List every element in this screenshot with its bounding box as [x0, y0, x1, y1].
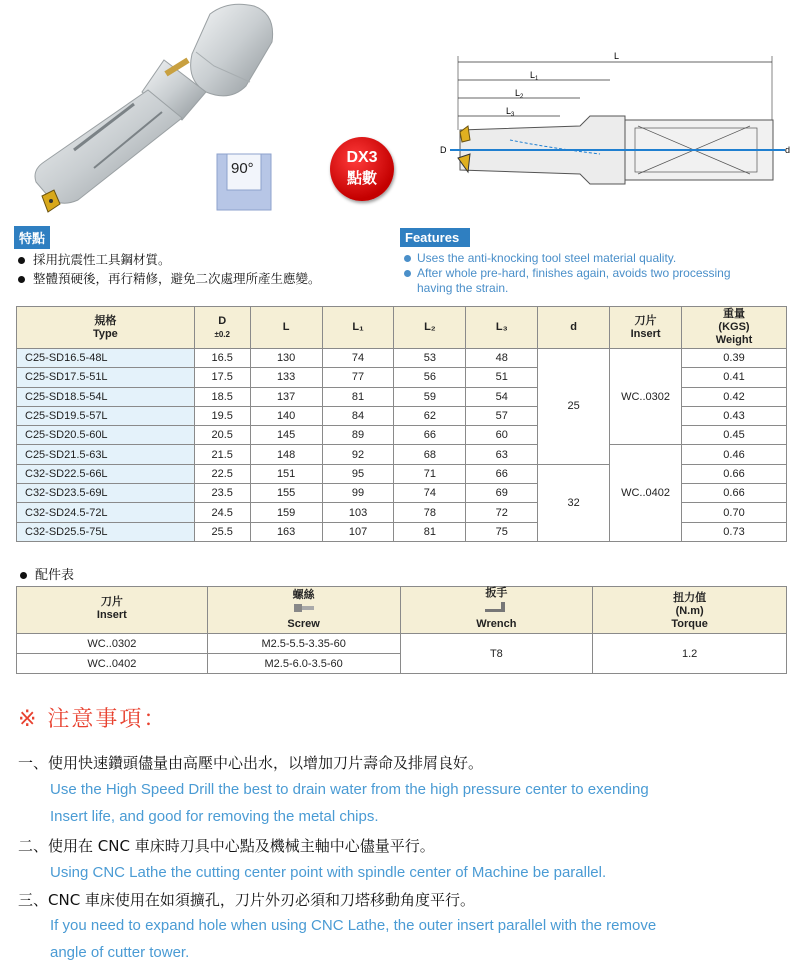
table-cell: 18.5	[194, 387, 250, 406]
table-cell: 57	[466, 406, 538, 425]
dx3-label: DX3	[346, 149, 378, 166]
table-cell: 60	[466, 426, 538, 445]
table-cell: C32-SD24.5-72L	[17, 503, 195, 522]
table-cell: 21.5	[194, 445, 250, 464]
table-row	[17, 349, 787, 368]
table-cell: 77	[322, 368, 394, 387]
table-cell: 0.73	[682, 522, 787, 541]
table-cell: 95	[322, 464, 394, 483]
table-cell: 24.5	[194, 503, 250, 522]
col-L2: L₂	[394, 307, 466, 349]
note-2-zh: 二、使用在 CNC 車床時刀具中心點及機械主軸中心儘量平行。	[18, 837, 435, 855]
table-cell: M2.5-5.5-3.35-60	[207, 634, 400, 654]
table-cell: 25.5	[194, 522, 250, 541]
table-header-row	[17, 307, 787, 349]
feature-en-2-cont: having the strain.	[417, 281, 509, 295]
table-cell: 99	[322, 484, 394, 503]
accessories-title: 配件表	[20, 564, 74, 583]
col-L1: L₁	[322, 307, 394, 349]
col-weight: 重量 (KGS) Weight	[682, 307, 787, 349]
table-cell: 0.41	[682, 368, 787, 387]
table-cell: 84	[322, 406, 394, 425]
table-cell: 137	[250, 387, 322, 406]
table-row	[17, 445, 787, 464]
feature-zh-1: 採用抗震性工具鋼材質。	[18, 250, 171, 268]
table-cell: C25-SD20.5-60L	[17, 426, 195, 445]
table-cell: 81	[322, 387, 394, 406]
insert-group-0402: WC..0402	[610, 445, 682, 541]
table-cell: 59	[394, 387, 466, 406]
table-cell: 19.5	[194, 406, 250, 425]
col-type: 規格 Type	[17, 307, 195, 349]
insert-group-0302: WC..0302	[610, 349, 682, 445]
table-cell: 54	[466, 387, 538, 406]
table-cell: 92	[322, 445, 394, 464]
d-group-32: 32	[538, 464, 610, 541]
table-row	[17, 634, 787, 654]
features-en-tag: Features	[400, 228, 470, 247]
table-cell: 0.70	[682, 503, 787, 522]
bullet-icon	[404, 255, 411, 262]
table-cell: 155	[250, 484, 322, 503]
bullet-icon	[18, 276, 25, 283]
table-cell: 66	[394, 426, 466, 445]
table-cell: 66	[466, 464, 538, 483]
dx3-points-badge	[330, 137, 394, 201]
table-cell: C32-SD25.5-75L	[17, 522, 195, 541]
screw-icon	[292, 602, 316, 614]
bullet-icon	[18, 257, 25, 264]
feature-en-2: After whole pre-hard, finishes again, avoids two processing	[404, 266, 731, 281]
table-cell: 0.43	[682, 406, 787, 425]
note-1-en: Use the High Speed Drill the best to drain water from the high pressure center to exending Insert life, and good for removing the metal chips.	[50, 781, 649, 825]
specification-table	[16, 306, 787, 542]
table-cell: C25-SD18.5-54L	[17, 387, 195, 406]
col-D: D ±0.2	[194, 307, 250, 349]
table-cell: 56	[394, 368, 466, 387]
table-cell: 89	[322, 426, 394, 445]
table-cell: 0.46	[682, 445, 787, 464]
table-cell: 130	[250, 349, 322, 368]
table-cell: C32-SD22.5-66L	[17, 464, 195, 483]
bullet-icon	[20, 572, 27, 579]
points-label: 點數	[346, 169, 377, 187]
drill-dimension-diagram	[430, 50, 800, 200]
table-cell: 20.5	[194, 426, 250, 445]
note-2-en: Using CNC Lathe the cutting center point with spindle center of Machine be parallel.	[50, 864, 607, 881]
table-cell: 145	[250, 426, 322, 445]
dim-L2: $L_2$	[515, 88, 524, 100]
note-3-en: If you need to expand hole when using CNC Lathe, the outer insert parallel with the remove angle of cutter tower.	[50, 917, 657, 961]
table-cell: 81	[394, 522, 466, 541]
dim-d: d	[785, 145, 791, 155]
table-cell: 163	[250, 522, 322, 541]
table-cell: 51	[466, 368, 538, 387]
feature-zh-2: 整體預硬後，再行精修，避免二次處理所產生應變。	[18, 269, 321, 287]
table-cell: 68	[394, 445, 466, 464]
table-cell: C25-SD16.5-48L	[17, 349, 195, 368]
table-cell: 22.5	[194, 464, 250, 483]
table-cell: 17.5	[194, 368, 250, 387]
table-cell: 0.39	[682, 349, 787, 368]
table-cell: 0.45	[682, 426, 787, 445]
table-cell: C25-SD19.5-57L	[17, 406, 195, 425]
table-cell: 159	[250, 503, 322, 522]
table-cell: 107	[322, 522, 394, 541]
angle-label: 90°	[231, 160, 254, 177]
table-cell: 0.66	[682, 464, 787, 483]
table-cell: WC..0302	[17, 634, 208, 654]
table-cell: M2.5-6.0-3.5-60	[207, 654, 400, 674]
table-cell: 16.5	[194, 349, 250, 368]
accessories-table	[16, 586, 787, 674]
table-cell: C25-SD21.5-63L	[17, 445, 195, 464]
dim-D: D	[440, 145, 447, 155]
table-cell: 151	[250, 464, 322, 483]
table-cell: 148	[250, 445, 322, 464]
col-d: d	[538, 307, 610, 349]
dim-L1: $L_1$	[530, 70, 539, 82]
table-cell: 74	[394, 484, 466, 503]
table-cell: 23.5	[194, 484, 250, 503]
col-insert: 刀片 Insert	[17, 587, 208, 634]
table-header-row	[17, 587, 787, 634]
dim-L3: $L_3$	[506, 106, 515, 118]
table-cell: 0.66	[682, 484, 787, 503]
table-cell: 140	[250, 406, 322, 425]
feature-en-1: Uses the anti-knocking tool steel material quality.	[404, 251, 676, 266]
col-wrench: 扳手 Wrench	[400, 587, 593, 634]
features-zh-tag: 特點	[14, 226, 50, 249]
table-cell: 48	[466, 349, 538, 368]
col-L3: L₃	[466, 307, 538, 349]
note-1-zh: 一、使用快速鑽頭儘量由高壓中心出水，以增加刀片壽命及排屑良好。	[18, 754, 484, 772]
d-group-25: 25	[538, 349, 610, 465]
table-cell: C25-SD17.5-51L	[17, 368, 195, 387]
dim-L: L	[614, 51, 620, 61]
table-cell: 78	[394, 503, 466, 522]
table-cell: 103	[322, 503, 394, 522]
table-cell: 62	[394, 406, 466, 425]
table-cell: 69	[466, 484, 538, 503]
table-cell: 133	[250, 368, 322, 387]
col-screw: 螺絲 Screw	[207, 587, 400, 634]
table-cell: 0.42	[682, 387, 787, 406]
table-cell: 71	[394, 464, 466, 483]
table-cell: 53	[394, 349, 466, 368]
note-3-zh: 三、CNC 車床使用在如須擴孔，刀片外刃必須和刀塔移動角度平行。	[18, 891, 475, 909]
col-torque: 扭力值 (N.m) Torque	[593, 587, 787, 634]
table-cell: 75	[466, 522, 538, 541]
col-L: L	[250, 307, 322, 349]
table-cell: C32-SD23.5-69L	[17, 484, 195, 503]
col-insert: 刀片 Insert	[610, 307, 682, 349]
torque-value: 1.2	[593, 634, 787, 674]
bullet-icon	[404, 270, 411, 277]
table-cell: 72	[466, 503, 538, 522]
notes-title: ※ 注意事項：	[18, 707, 168, 732]
wrench-value: T8	[400, 634, 593, 674]
table-cell: 74	[322, 349, 394, 368]
table-cell: 63	[466, 445, 538, 464]
wrench-icon	[481, 600, 511, 614]
table-cell: WC..0402	[17, 654, 208, 674]
